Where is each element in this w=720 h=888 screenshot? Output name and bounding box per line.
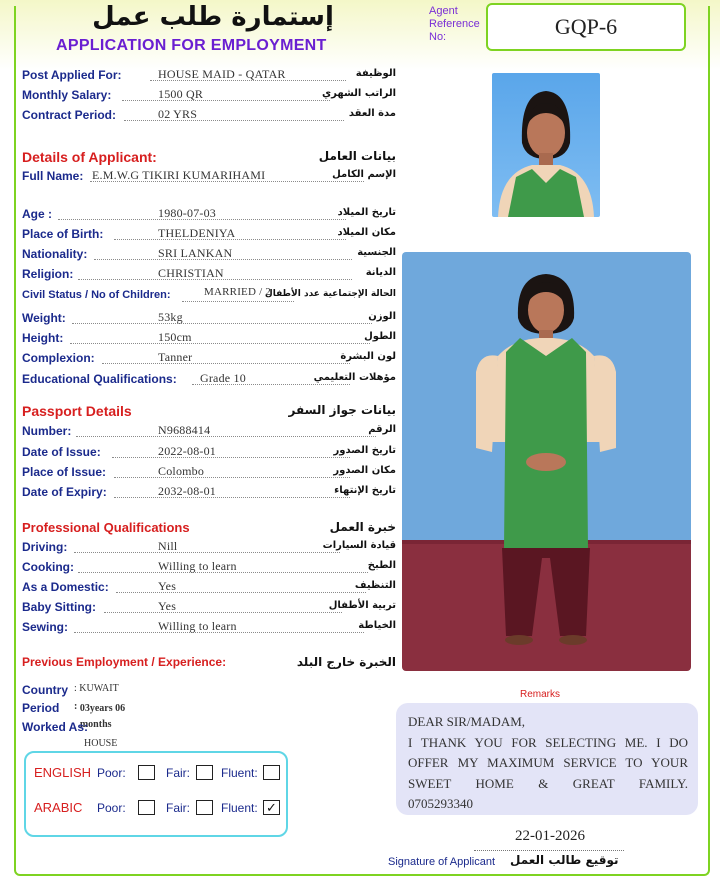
period-label: Period bbox=[22, 701, 60, 715]
applicant-full-photo bbox=[402, 252, 691, 671]
post-applied-value: HOUSE MAID - QATAR bbox=[158, 67, 286, 81]
arabic-poor-checkbox[interactable] bbox=[138, 800, 155, 815]
english-title: APPLICATION FOR EMPLOYMENT bbox=[56, 37, 327, 54]
post-applied-row bbox=[22, 67, 396, 85]
education-value: Grade 10 bbox=[200, 371, 246, 385]
passport-heading: Passport Details بيانات جواز السفر bbox=[22, 403, 396, 419]
remarks-line: OFFER MY MAXIMUM SERVICE TO YOUR bbox=[408, 755, 688, 770]
country-label: Country bbox=[22, 683, 68, 697]
language-name: ARABIC bbox=[34, 800, 83, 815]
date-of-expiry-row: Date of Expiry: 2032-08-01 تاريخ الإنتهاء bbox=[22, 484, 396, 499]
weight-value: 53kg bbox=[158, 310, 183, 324]
language-skills-box bbox=[24, 751, 288, 837]
field-label-arabic: الإسم الكامل bbox=[332, 169, 396, 180]
cooking-value: Willing to learn bbox=[158, 559, 237, 573]
civil-status-row: Civil Status / No of Children: MARRIED / 2 الحالة الإجتماعية عدد الأطفال bbox=[22, 286, 396, 301]
remarks-salutation: DEAR SIR/MADAM, bbox=[408, 714, 526, 729]
domestic-row: As a Domestic: Yes التنظيف bbox=[22, 579, 396, 594]
driving-row: Driving: Nill قيادة السيارات bbox=[22, 539, 396, 554]
signature-date: 22-01-2026 bbox=[515, 828, 585, 844]
cooking-row: Cooking: Willing to learn الطبخ bbox=[22, 559, 396, 574]
remarks-line: I THANK YOU FOR SELECTING ME. I DO bbox=[408, 734, 688, 750]
applicant-heading: Details of Applicant: بيانات العامل bbox=[22, 149, 396, 165]
worked-as-label: Worked As: bbox=[22, 720, 89, 734]
baby-sitting-value: Yes bbox=[158, 599, 177, 613]
monthly-salary-row bbox=[22, 87, 396, 105]
english-fair-checkbox[interactable] bbox=[196, 765, 213, 780]
nationality-row: Nationality: SRI LANKAN الجنسية bbox=[22, 246, 396, 261]
agent-reference-box: GQP-6 bbox=[486, 3, 686, 51]
field-label: Contract Period: bbox=[22, 108, 117, 122]
date-of-expiry-value: 2032-08-01 bbox=[158, 484, 216, 498]
complexion-row: Complexion: Tanner لون البشرة bbox=[22, 350, 396, 365]
sewing-value: Willing to learn bbox=[158, 619, 237, 633]
arabic-title: إستمارة طلب عمل bbox=[92, 2, 334, 32]
place-of-issue-row: Place of Issue: Colombo مكان الصدور bbox=[22, 464, 396, 479]
place-of-issue-value: Colombo bbox=[158, 464, 205, 478]
dotted-line bbox=[124, 120, 344, 121]
date-of-issue-row: Date of Issue: 2022-08-01 تاريخ الصدور bbox=[22, 444, 396, 459]
age-row: Age : 1980-07-03 تاريخ الميلاد bbox=[22, 206, 396, 221]
signature-label-arabic: توقيع طالب العمل bbox=[510, 853, 619, 867]
field-label: Monthly Salary: bbox=[22, 88, 112, 102]
previous-employment-heading: Previous Employment / Experience: الخبرة خارج البلد bbox=[22, 655, 396, 669]
age-value: 1980-07-03 bbox=[158, 206, 216, 220]
worked-as-value: HOUSE bbox=[84, 738, 118, 749]
remarks-phone: 0705293340 bbox=[408, 796, 473, 811]
weight-row: Weight: 53kg الوزن bbox=[22, 310, 396, 325]
applicant-passport-photo bbox=[492, 73, 600, 217]
religion-row: Religion: CHRISTIAN الديانة bbox=[22, 266, 396, 281]
complexion-value: Tanner bbox=[158, 350, 193, 364]
contract-period-value: 02 YRS bbox=[158, 107, 198, 121]
civil-status-value: MARRIED / 2 bbox=[204, 286, 271, 298]
passport-number-value: N9688414 bbox=[158, 423, 211, 437]
contract-period-row bbox=[22, 107, 396, 125]
field-label-arabic: مدة العقد bbox=[348, 108, 396, 119]
baby-sitting-row: Baby Sitting: Yes تربية الأطفال bbox=[22, 599, 396, 614]
agent-reference-label: Agent Reference No: bbox=[429, 5, 480, 43]
country-value: : KUWAIT bbox=[74, 683, 119, 694]
domestic-value: Yes bbox=[158, 579, 177, 593]
full-photo-illustration bbox=[402, 252, 691, 671]
remarks-line: SWEET HOME & GREAT FAMILY. bbox=[408, 775, 688, 791]
field-label-arabic: الوظيفة bbox=[355, 68, 396, 79]
place-of-birth-value: THELDENIYA bbox=[158, 226, 236, 240]
monthly-salary-value: 1500 QR bbox=[158, 87, 204, 101]
remarks-box bbox=[396, 703, 698, 815]
full-name-value: E.M.W.G TIKIRI KUMARIHAMI bbox=[92, 168, 266, 182]
english-fluent-checkbox[interactable] bbox=[263, 765, 280, 780]
height-value: 150cm bbox=[158, 330, 192, 344]
field-label: Post Applied For: bbox=[22, 68, 122, 82]
arabic-fair-checkbox[interactable] bbox=[196, 800, 213, 815]
field-label: Full Name: bbox=[22, 169, 84, 183]
field-label-arabic: الراتب الشهري bbox=[322, 88, 396, 99]
place-of-birth-row: Place of Birth: THELDENIYA مكان الميلاد bbox=[22, 226, 396, 241]
passport-photo-illustration bbox=[492, 73, 600, 217]
period-value: : 03years 06 months bbox=[74, 701, 126, 730]
remarks-label: Remarks bbox=[520, 689, 561, 700]
sewing-row: Sewing: Willing to learn الخياطة bbox=[22, 619, 396, 634]
education-row: Educational Qualifications: Grade 10 مؤهلات التعليمي bbox=[22, 371, 396, 386]
date-of-issue-value: 2022-08-01 bbox=[158, 444, 216, 458]
signature-line bbox=[474, 850, 624, 851]
full-name-row bbox=[22, 168, 396, 186]
english-poor-checkbox[interactable] bbox=[138, 765, 155, 780]
dotted-line bbox=[122, 100, 330, 101]
religion-value: CHRISTIAN bbox=[158, 266, 224, 280]
height-row: Height: 150cm الطول bbox=[22, 330, 396, 345]
nationality-value: SRI LANKAN bbox=[158, 246, 233, 260]
arabic-fluent-checkbox[interactable]: ✓ bbox=[263, 800, 280, 815]
language-row-arabic: ARABIC Poor: Fair: Fluent: ✓ bbox=[34, 800, 284, 818]
passport-number-row: Number: N9688414 الرقم bbox=[22, 423, 396, 438]
language-row-english: ENGLISH Poor: Fair: Fluent: bbox=[34, 765, 284, 783]
signature-label: Signature of Applicant bbox=[388, 856, 496, 868]
professional-heading: Professional Qualifications خبرة العمل bbox=[22, 520, 396, 535]
driving-value: Nill bbox=[158, 539, 178, 553]
language-name: ENGLISH bbox=[34, 765, 92, 780]
